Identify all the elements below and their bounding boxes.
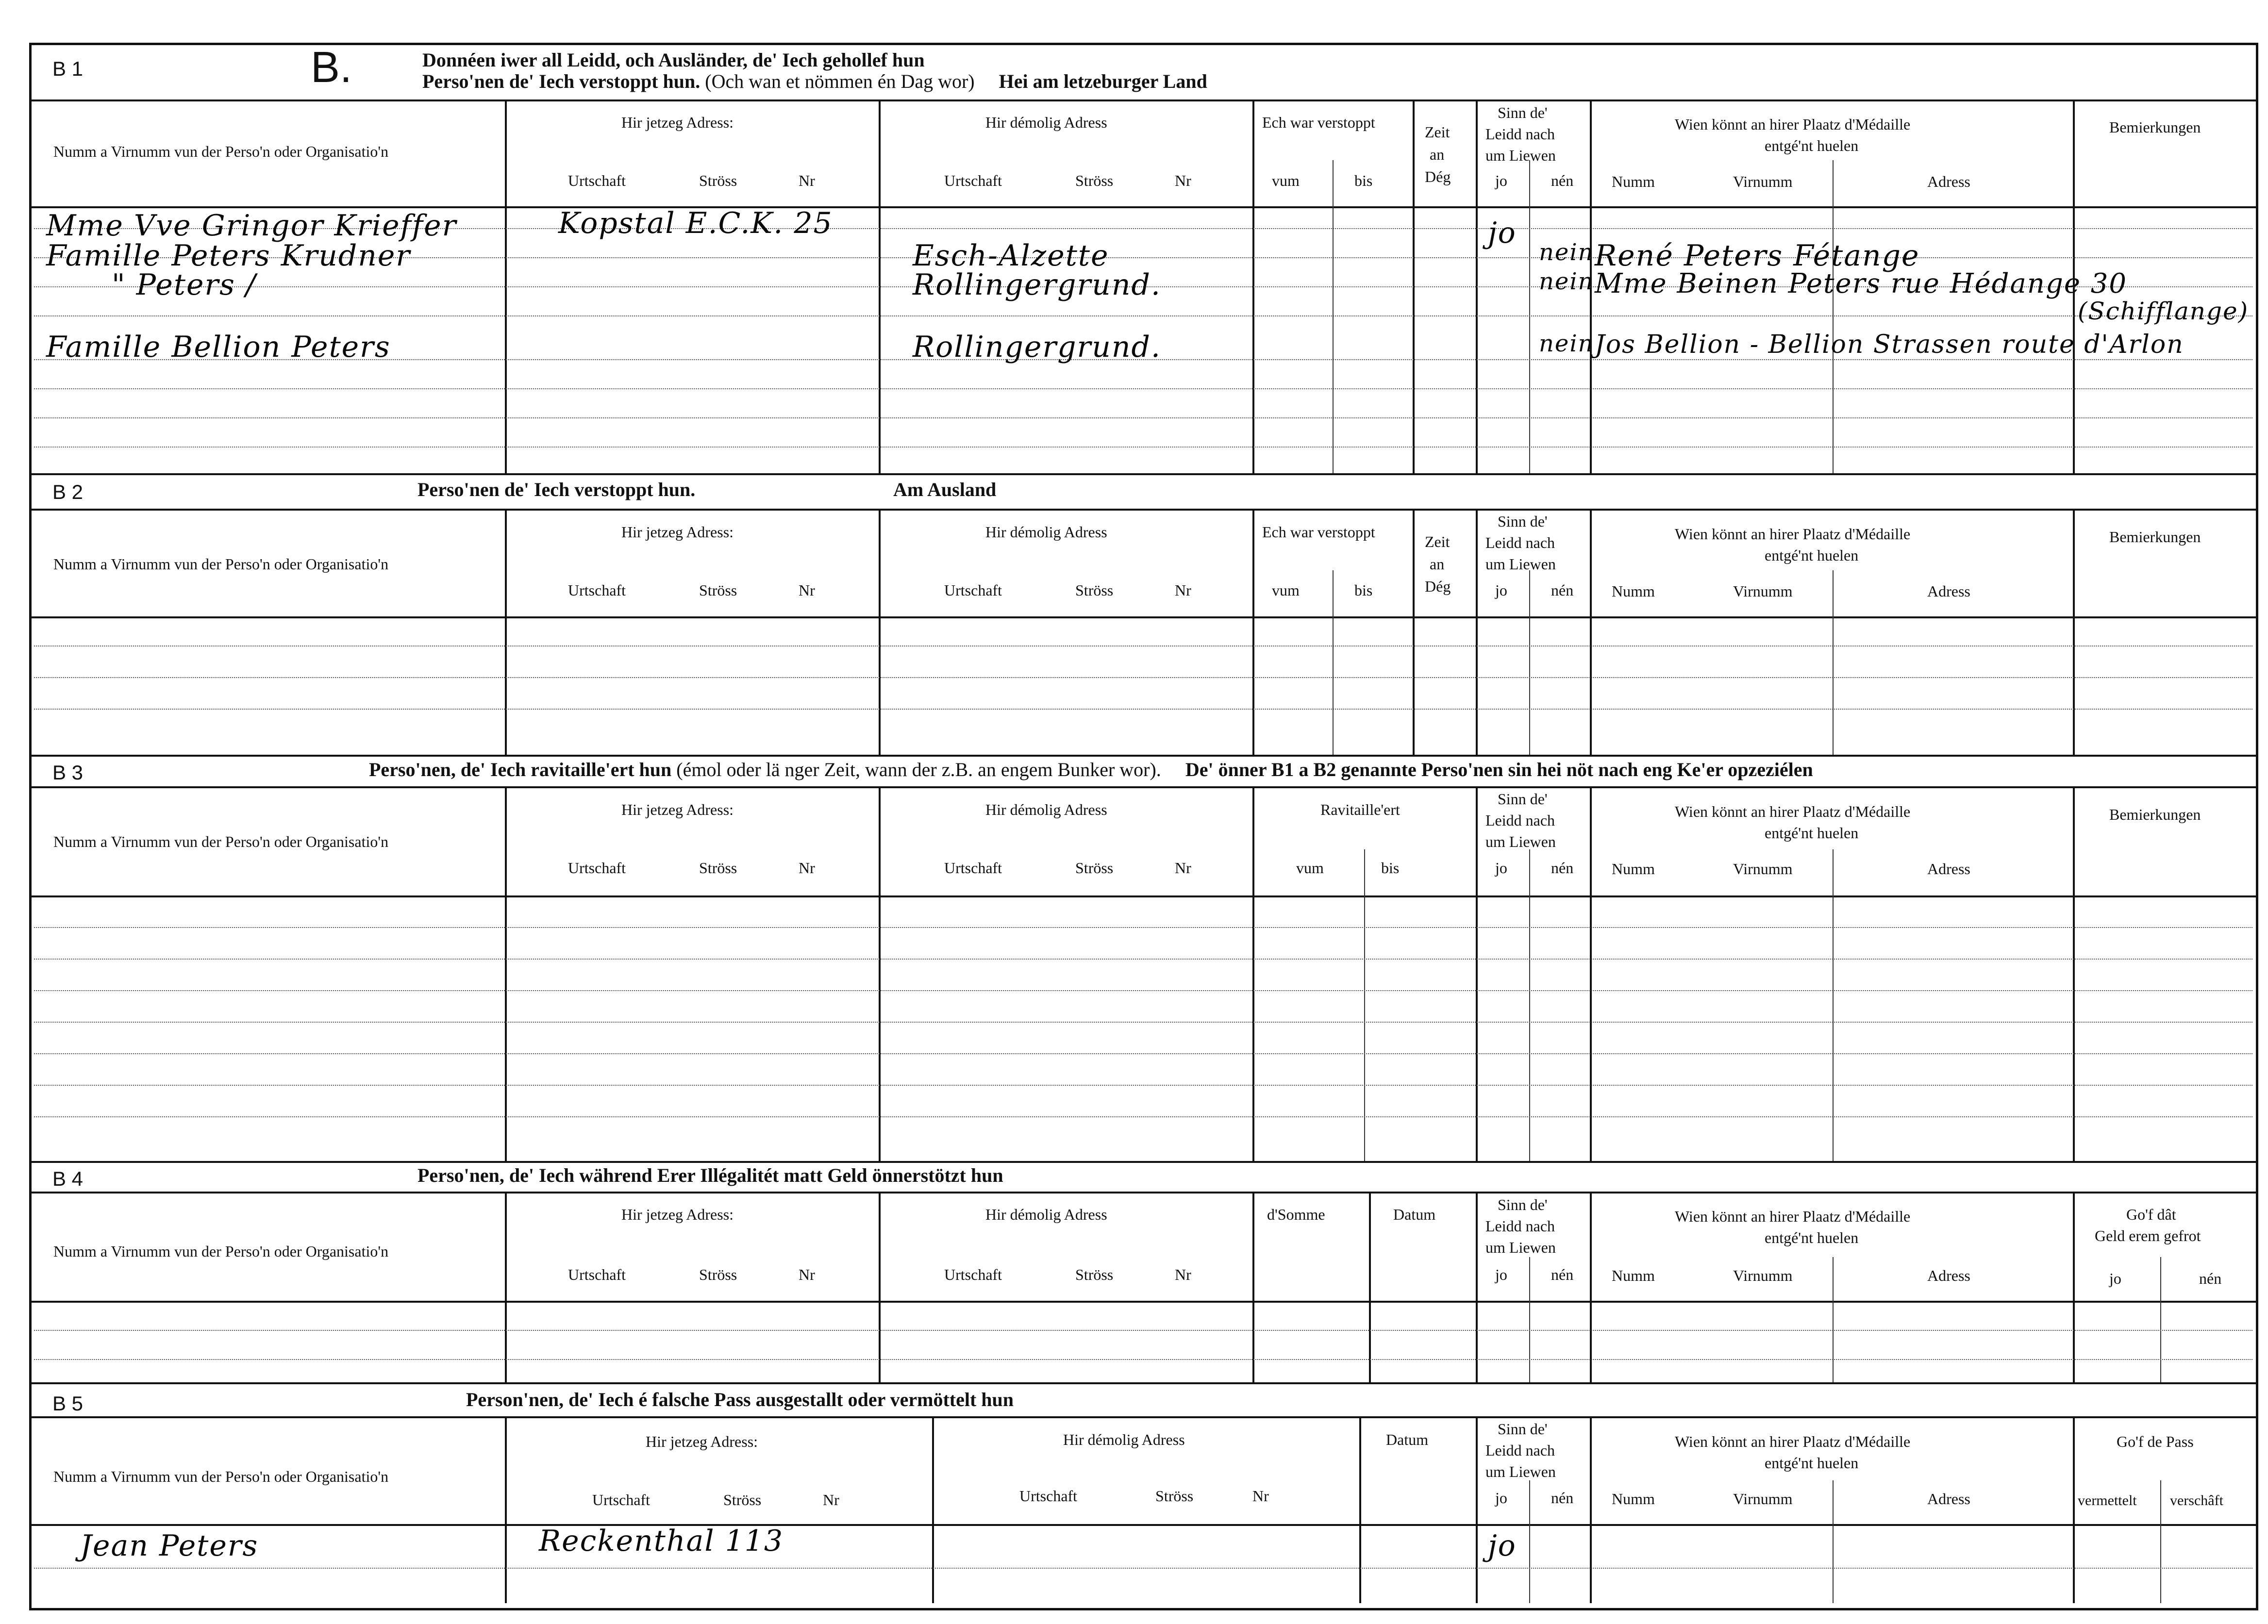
header-yes: jo (1495, 859, 1507, 877)
header-gift: Geld erem gefrot (2095, 1227, 2201, 1244)
header-pass-sold: verschâft (2170, 1492, 2223, 1508)
col-subdivider (1833, 849, 1834, 1161)
row-guide (34, 315, 2252, 316)
header-medal: entgé'nt huelen (1765, 137, 1859, 154)
header-nr: Nr (799, 859, 815, 877)
header-m-first: Virnumm (1733, 1267, 1793, 1284)
header-locality: Urtschaft (944, 172, 1002, 189)
header-medal: entgé'nt huelen (1765, 824, 1859, 842)
header-current-address: Hir jetzeg Adress: (621, 801, 734, 818)
divider (29, 1192, 2258, 1193)
col-subdivider (1833, 160, 1834, 473)
col-divider (1476, 1417, 1478, 1603)
header-time: an (1430, 146, 1445, 163)
header-medal: entgé'nt huelen (1765, 1454, 1859, 1472)
divider (29, 1416, 2258, 1418)
header-m-name: Numm (1612, 582, 1655, 600)
col-subdivider (1529, 849, 1530, 1161)
header-name: Numm a Virnumm vun der Perso'n oder Organisatio'n (53, 555, 389, 573)
entry-name: Famille Bellion Peters (46, 330, 391, 364)
header-medal: Wien könnt an hirer Plaatz d'Médaille (1675, 116, 1911, 133)
header-amount: d'Somme (1267, 1206, 1325, 1223)
header-to: bis (1354, 172, 1373, 189)
header-current-address: Hir jetzeg Adress: (621, 114, 734, 131)
col-divider (1359, 1417, 1361, 1603)
divider (29, 99, 2258, 101)
entry-alive-no: nein (1539, 330, 1594, 357)
header-name: Numm a Virnumm vun der Perso'n oder Organisatio'n (53, 143, 389, 160)
header-medal: entgé'nt huelen (1765, 547, 1859, 564)
header-m-name: Numm (1612, 860, 1655, 878)
header-alive: Leidd nach (1485, 1217, 1555, 1235)
header-locality: Urtschaft (568, 581, 626, 599)
entry-name: Famille Peters Krudner (46, 239, 411, 273)
col-divider (1590, 1417, 1592, 1603)
col-divider (1476, 1193, 1478, 1382)
header-gift: Go'f dât (2126, 1206, 2176, 1223)
header-locality: Urtschaft (944, 859, 1002, 877)
section-title (369, 758, 1813, 781)
header-no: nén (1551, 1489, 1574, 1507)
entry-former: Rollingergrund. (913, 330, 1161, 364)
col-subdivider (1333, 160, 1334, 473)
header-medal: Wien könnt an hirer Plaatz d'Médaille (1675, 803, 1911, 820)
header-date: Datum (1393, 1206, 1436, 1223)
header-name: Numm a Virnumm vun der Perso'n oder Organisatio'n (53, 1468, 389, 1485)
col-subdivider (2160, 1257, 2161, 1382)
divider (29, 895, 2258, 897)
col-divider (505, 1417, 507, 1603)
header-former-address: Hir démolig Adress (1063, 1431, 1185, 1448)
row-guide (34, 1568, 2252, 1569)
header-nr: Nr (1252, 1487, 1269, 1505)
header-remarks: Bemierkungen (2109, 806, 2201, 823)
col-divider (1590, 787, 1592, 1161)
header-m-first: Virnumm (1733, 582, 1793, 600)
header-alive: Leidd nach (1485, 534, 1555, 551)
header-m-name: Numm (1612, 1490, 1655, 1508)
header-no: nén (2199, 1270, 2222, 1287)
divider (29, 1161, 2258, 1163)
col-divider (2073, 787, 2075, 1161)
header-alive: um Liewen (1485, 147, 1556, 164)
header-no: nén (1551, 1266, 1574, 1283)
header-former-address: Hir démolig Adress (985, 1206, 1107, 1223)
entry-name: Jean Peters (80, 1529, 259, 1563)
section-id: B 3 (52, 761, 83, 784)
header-current-address: Hir jetzeg Adress: (646, 1433, 758, 1450)
header-yes: jo (2109, 1270, 2121, 1287)
header-m-name: Numm (1612, 1267, 1655, 1284)
header-pass: Go'f de Pass (2117, 1433, 2194, 1450)
row-guide (34, 1116, 2252, 1117)
header-alive: um Liewen (1485, 555, 1556, 573)
header-yes: jo (1495, 1489, 1507, 1507)
section-place: Am Ausland (893, 479, 997, 500)
entry-former: Esch-Alzette (913, 239, 1109, 273)
entry-alive: jo (1488, 1529, 1517, 1563)
col-divider (1590, 1193, 1592, 1382)
header-former-address: Hir démolig Adress (985, 114, 1107, 131)
header-former-address: Hir démolig Adress (985, 523, 1107, 541)
header-m-address: Adress (1927, 582, 1970, 600)
header-street: Ströss (1075, 859, 1114, 877)
col-subdivider (1364, 849, 1365, 1161)
section-id: B 4 (52, 1167, 83, 1190)
header-locality: Urtschaft (568, 1266, 626, 1283)
row-guide (34, 1330, 2252, 1331)
header-yes: jo (1495, 172, 1507, 189)
header-pass-mediated: vermettelt (2078, 1492, 2137, 1508)
divider (29, 473, 2258, 475)
header-nr: Nr (1175, 172, 1191, 189)
entry-alive: jo (1488, 216, 1517, 250)
section-title: Person'nen, de' Iech é falsche Pass ausgestallt oder vermöttelt hun (466, 1389, 1014, 1410)
entry-alive-no: nein (1539, 239, 1594, 266)
header-yes: jo (1495, 1266, 1507, 1283)
col-subdivider (2160, 1480, 2161, 1603)
col-divider (1252, 1193, 1254, 1382)
header-m-first: Virnumm (1733, 1490, 1793, 1508)
header-hidden: Ech war verstoppt (1262, 523, 1375, 541)
header-street: Ströss (1075, 172, 1114, 189)
section-id: B 5 (52, 1392, 83, 1415)
header-street: Ströss (723, 1491, 762, 1508)
divider (29, 206, 2258, 208)
col-divider (2073, 1193, 2075, 1382)
col-subdivider (1529, 570, 1530, 755)
header-time: Zeit (1425, 123, 1450, 141)
row-guide (34, 1085, 2252, 1086)
header-alive: Sinn de' (1498, 513, 1548, 530)
header-alive: um Liewen (1485, 1463, 1556, 1480)
title-place: Hei am letzeburger Land (999, 70, 1207, 92)
row-guide (34, 927, 2252, 928)
header-from: vum (1272, 581, 1300, 599)
row-guide (34, 1359, 2252, 1360)
divider (29, 616, 2258, 618)
title-bold: Perso'nen de' Iech verstoppt hun. (422, 70, 700, 92)
header-yes: jo (1495, 581, 1507, 599)
col-divider (505, 1193, 507, 1382)
header-m-address: Adress (1927, 860, 1970, 878)
header-nr: Nr (799, 1266, 815, 1283)
row-guide (34, 709, 2252, 710)
entry-name: Mme Vve Gringor Krieffer (46, 209, 457, 243)
col-divider (1252, 787, 1254, 1161)
section-letter: B. (311, 43, 352, 92)
divider (29, 786, 2258, 788)
header-time: an (1430, 555, 1445, 573)
divider (29, 1382, 2258, 1384)
title-note: De' önner B1 a B2 genannte Perso'nen sin hei nöt nach eng Ke'er opzeziélen (1185, 759, 1813, 780)
header-alive: Leidd nach (1485, 125, 1555, 143)
section-title: Perso'nen, de' Iech während Erer Illégalitét matt Geld önnerstötzt hun (417, 1164, 1003, 1186)
row-guide (34, 1022, 2252, 1023)
header-time: Dég (1425, 578, 1451, 595)
header-no: nén (1551, 859, 1574, 877)
header-time: Zeit (1425, 533, 1450, 550)
col-divider (2073, 510, 2075, 755)
header-locality: Urtschaft (1019, 1487, 1078, 1505)
header-alive: Sinn de' (1498, 104, 1548, 121)
entry-medal: René Peters Fétange (1595, 239, 1920, 273)
header-street: Ströss (1155, 1487, 1194, 1505)
header-date: Datum (1386, 1431, 1429, 1448)
header-locality: Urtschaft (568, 172, 626, 189)
section-title-line2 (422, 70, 1207, 93)
col-subdivider (1333, 570, 1334, 755)
row-guide (34, 1053, 2252, 1054)
header-alive: Sinn de' (1498, 1196, 1548, 1213)
header-m-first: Virnumm (1733, 860, 1793, 878)
header-street: Ströss (699, 581, 737, 599)
header-medal: entgé'nt huelen (1765, 1229, 1859, 1246)
header-nr: Nr (1175, 581, 1191, 599)
header-nr: Nr (1175, 859, 1191, 877)
header-alive: Sinn de' (1498, 1420, 1548, 1438)
header-no: nén (1551, 172, 1574, 189)
col-subdivider (1833, 1480, 1834, 1603)
entry-alive-no: nein (1539, 268, 1594, 295)
section-id: B 1 (52, 57, 83, 80)
header-medal: Wien könnt an hirer Plaatz d'Médaille (1675, 1208, 1911, 1225)
section-title-line1: Donnéen iwer all Leidd, och Ausländer, de' Iech gehollef hun (422, 49, 925, 71)
header-from: vum (1272, 172, 1300, 189)
divider (29, 755, 2258, 757)
title-light: (Och wan et nömmen én Dag wor) (705, 70, 975, 92)
header-locality: Urtschaft (944, 581, 1002, 599)
header-m-name: Numm (1612, 173, 1655, 190)
header-m-address: Adress (1927, 1267, 1970, 1284)
header-to: bis (1381, 859, 1400, 877)
header-alive: Leidd nach (1485, 812, 1555, 829)
header-m-address: Adress (1927, 173, 1970, 190)
entry-medal: Jos Bellion - Bellion Strassen route d'Arlon (1595, 330, 2184, 359)
header-name: Numm a Virnumm vun der Perso'n oder Organisatio'n (53, 833, 389, 850)
header-locality: Urtschaft (592, 1491, 650, 1508)
divider (29, 1301, 2258, 1303)
section-id: B 2 (52, 481, 83, 503)
entry-medal: Mme Beinen Peters rue Hédange 30 (1595, 268, 2128, 299)
header-current-address: Hir jetzeg Adress: (621, 1206, 734, 1223)
header-m-address: Adress (1927, 1490, 1970, 1508)
col-subdivider (1529, 1257, 1530, 1382)
col-divider (1369, 1193, 1371, 1382)
header-remarks: Bemierkungen (2109, 118, 2201, 136)
header-nr: Nr (799, 172, 815, 189)
col-divider (1476, 787, 1478, 1161)
header-former-address: Hir démolig Adress (985, 801, 1107, 818)
header-alive: Sinn de' (1498, 790, 1548, 808)
divider (29, 1524, 2258, 1526)
col-divider (505, 787, 507, 1161)
col-divider (1476, 510, 1478, 755)
title-light: (émol oder lä nger Zeit, wann der z.B. an engem Bunker wor). (676, 759, 1161, 780)
entry-former: Rollingergrund. (913, 268, 1161, 302)
header-no: nén (1551, 581, 1574, 599)
header-street: Ströss (1075, 581, 1114, 599)
header-current-address: Hir jetzeg Adress: (621, 523, 734, 541)
col-divider (879, 1193, 881, 1382)
title-bold: Perso'nen, de' Iech ravitaille'ert hun (369, 759, 672, 780)
header-m-first: Virnumm (1733, 173, 1793, 190)
section-title: Perso'nen de' Iech verstoppt hun. (417, 479, 696, 500)
header-name: Numm a Virnumm vun der Perso'n oder Organisatio'n (53, 1243, 389, 1260)
col-divider (879, 787, 881, 1161)
col-divider (1252, 510, 1254, 755)
header-medal: Wien könnt an hirer Plaatz d'Médaille (1675, 1433, 1911, 1450)
header-alive: um Liewen (1485, 833, 1556, 850)
entry-medal-extra: (Schifflange) (2078, 297, 2249, 325)
header-street: Ströss (1075, 1266, 1114, 1283)
header-remarks: Bemierkungen (2109, 528, 2201, 546)
col-subdivider (1833, 570, 1834, 755)
header-street: Ströss (699, 1266, 737, 1283)
header-street: Ströss (699, 859, 737, 877)
header-alive: um Liewen (1485, 1239, 1556, 1256)
header-from: vum (1296, 859, 1324, 877)
col-divider (1413, 510, 1415, 755)
header-locality: Urtschaft (568, 859, 626, 877)
header-locality: Urtschaft (944, 1266, 1002, 1283)
col-divider (932, 1417, 934, 1603)
header-nr: Nr (823, 1491, 839, 1508)
row-guide (34, 959, 2252, 960)
col-subdivider (1529, 1480, 1530, 1603)
col-subdivider (1529, 160, 1530, 473)
header-hidden: Ech war verstoppt (1262, 114, 1375, 131)
entry-name: " Peters / (112, 268, 257, 302)
col-divider (879, 510, 881, 755)
row-guide (34, 417, 2252, 418)
header-street: Ströss (699, 172, 737, 189)
header-nr: Nr (1175, 1266, 1191, 1283)
header-nr: Nr (799, 581, 815, 599)
col-divider (505, 510, 507, 755)
col-divider (2073, 1417, 2075, 1603)
row-guide (34, 388, 2252, 389)
header-supplied: Ravitaille'ert (1320, 801, 1400, 818)
header-to: bis (1354, 581, 1373, 599)
header-alive: Leidd nach (1485, 1442, 1555, 1459)
header-time: Dég (1425, 168, 1451, 185)
divider (29, 509, 2258, 511)
row-guide (34, 677, 2252, 678)
entry-address: Kopstal E.C.K. 25 (558, 206, 833, 240)
header-medal: Wien könnt an hirer Plaatz d'Médaille (1675, 525, 1911, 543)
col-divider (1590, 510, 1592, 755)
row-guide (34, 990, 2252, 991)
col-subdivider (1833, 1257, 1834, 1382)
entry-address: Reckenthal 113 (539, 1524, 784, 1558)
